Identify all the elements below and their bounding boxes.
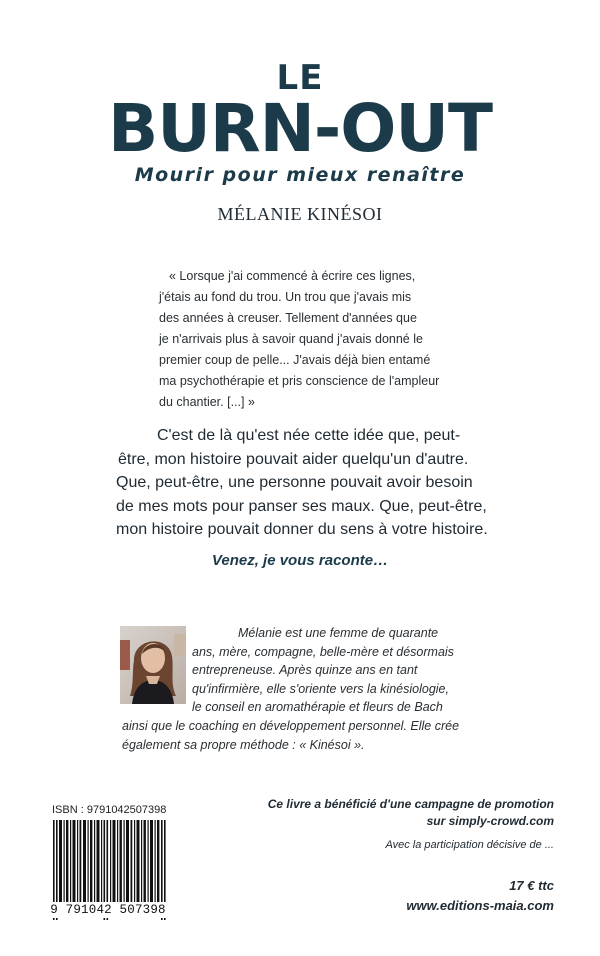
bio-line: qu'infirmière, elle s'oriente vers la kinésiologie, bbox=[192, 681, 449, 696]
price: 17 € ttc bbox=[509, 878, 554, 893]
quote-line: « Lorsque j'ai commencé à écrire ces lignes, bbox=[169, 269, 416, 283]
paragraph-line: être, mon histoire pouvait aider quelqu'un d'autre. bbox=[118, 450, 469, 468]
quote-line: premier coup de pelle... J'avais déjà bien entamé bbox=[159, 353, 431, 367]
author-bio bbox=[120, 624, 484, 754]
quote-line: j'étais au fond du trou. Un trou que j'avais mis bbox=[159, 290, 412, 304]
isbn-label: ISBN : 9791042507398 bbox=[52, 804, 167, 816]
paragraph-line: de mes mots pour panser ses maux. Que, peut-être, bbox=[116, 497, 487, 515]
promotion-notice bbox=[268, 796, 554, 830]
author-name: MÉLANIE KINÉSOI bbox=[217, 204, 383, 224]
title-le: LE bbox=[276, 58, 324, 98]
quote-line: ma psychothérapie et pris conscience de l'ampleur bbox=[159, 374, 440, 388]
quote-line: des années à creuser. Tellement d'années que bbox=[159, 311, 417, 325]
bio-line: Mélanie est une femme de quarante bbox=[238, 626, 439, 640]
bio-line: le conseil en aromathérapie et fleurs de Bach bbox=[192, 700, 443, 715]
promotion-line: Ce livre a bénéficié d'une campagne de promotion bbox=[267, 797, 554, 811]
paragraph-line: Que, peut-être, une personne pouvait avoir besoin bbox=[116, 474, 473, 491]
quote-line: je n'arrivais plus à savoir quand j'avais donné le bbox=[159, 332, 423, 346]
bio-line: ans, mère, compagne, belle-mère et désormais bbox=[192, 644, 454, 659]
barcode-digits: 9 791042 507398 bbox=[46, 902, 170, 918]
publisher-website: www.editions-maia.com bbox=[406, 898, 554, 913]
bio-line: ainsi que le coaching en développement personnel. Elle crée bbox=[122, 718, 460, 733]
paragraph-line: C'est de là qu'est née cette idée que, peut- bbox=[157, 427, 461, 444]
main-paragraph bbox=[116, 424, 516, 542]
participation-note: Avec la participation décisive de ... bbox=[385, 839, 554, 851]
bio-line: également sa propre méthode : « Kinésoi ». bbox=[122, 737, 365, 752]
book-title: BURN-OUT bbox=[107, 90, 493, 167]
paragraph-line: mon histoire pouvait donner du sens à votre histoire. bbox=[116, 521, 488, 538]
quote-line: du chantier. [...] » bbox=[159, 395, 255, 409]
promotion-line: sur simply-crowd.com bbox=[426, 814, 554, 828]
excerpt-quote bbox=[159, 266, 447, 413]
book-subtitle: Mourir pour mieux renaître bbox=[134, 164, 466, 186]
bio-line: entrepreneuse. Après quinze ans en tant bbox=[192, 663, 418, 678]
tagline: Venez, je vous raconte… bbox=[211, 552, 389, 569]
